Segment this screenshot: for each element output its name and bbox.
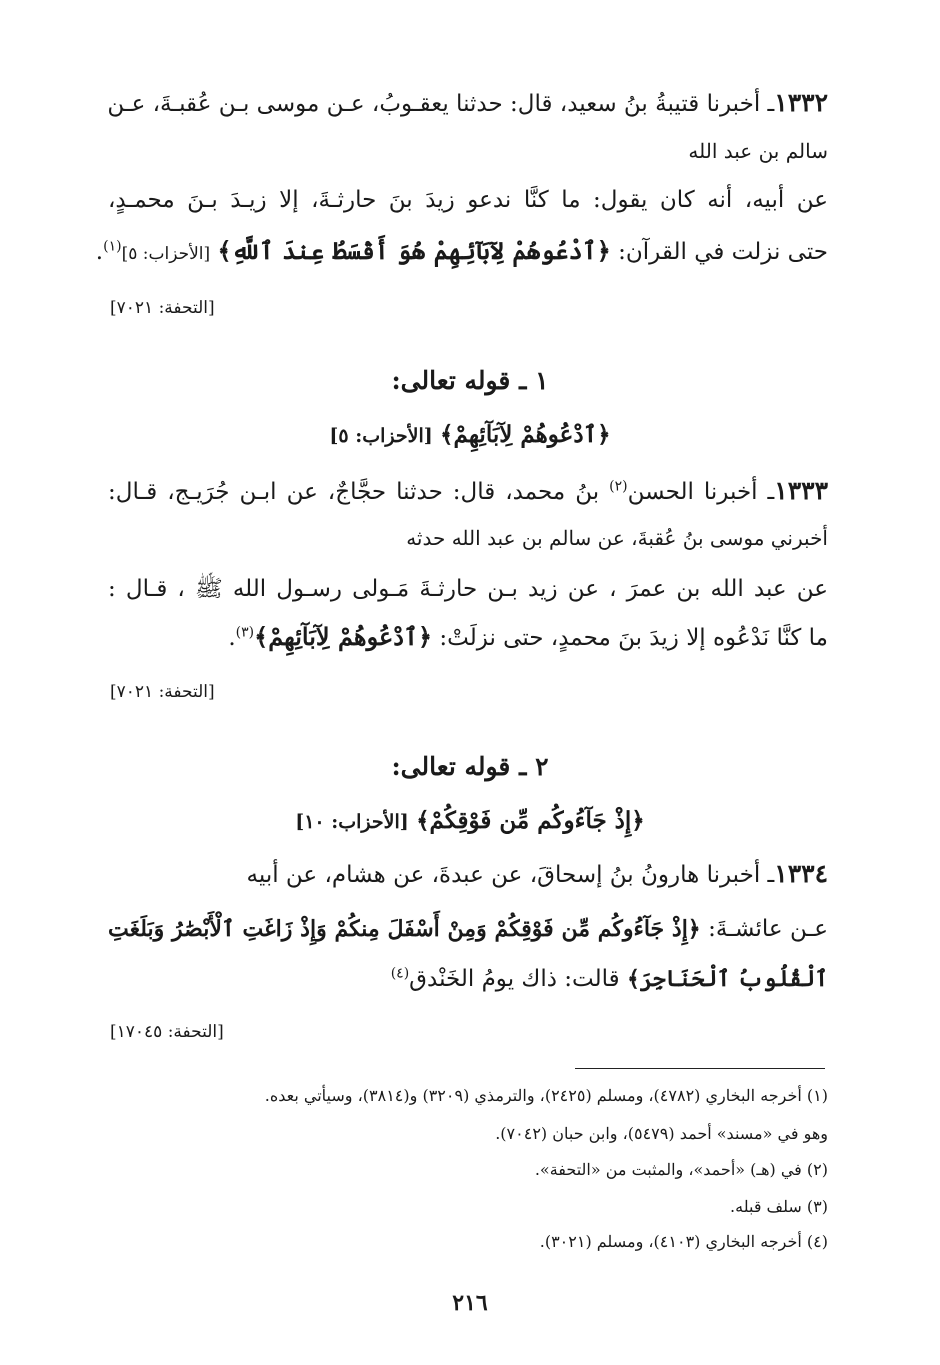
surah-reference: [الأحزاب: ٥] <box>121 244 211 264</box>
quran-verse: ﴿ٱدْعُوهُمْ لِآبَآئِهِمْ﴾ <box>254 622 433 651</box>
section-heading-1: ١ ـ قوله تعالى: <box>391 366 549 395</box>
hadith-1332-line-4: حتى نزلت في القرآن: ﴿ٱدْعُوهُمْ لِآبَآئِهِمْ هُوَ أَقْسَطُ عِندَ ٱللَّهِ﴾ [الأحزاب: ٥]$^{(١)}$. <box>95 236 828 265</box>
hadith-1334-line-2: عـن عائشـةَ: ﴿إِذْ جَآءُوكُم مِّن فَوْقِكُمْ وَمِنْ أَسْفَلَ مِنكُمْ وَإِذْ زَاغَتِ ٱلْأَبْصَٰرُ وَبَلَغَتِ <box>108 916 828 942</box>
hadith-number: ١٣٣٢ <box>774 88 828 117</box>
page-number: ٢١٦ <box>452 1290 488 1316</box>
section-verse-1: ﴿ٱدْعُوهُمْ لِآبَآئِهِمْ﴾ [الأحزاب: ٥] <box>329 421 611 448</box>
hadith-number: ١٣٣٣ <box>774 476 829 505</box>
quran-verse: ﴿إِذْ جَآءُوكُم مِّن فَوْقِكُمْ وَمِنْ أَسْفَلَ مِنكُمْ وَإِذْ زَاغَتِ ٱلْأَبْصَٰرُ وَبَلَغَتِ <box>108 916 701 942</box>
quran-verse: ﴿ٱدْعُوهُمْ لِآبَآئِهِمْ هُوَ أَقْسَطُ عِندَ ٱللَّهِ﴾ <box>217 236 611 265</box>
hadith-1332-line-2: سالم بن عبد الله <box>688 139 828 163</box>
footnote-marker: (٤) <box>390 965 410 982</box>
footnote-4: (٤) أخرجه البخاري (٤١٠٣)، ومسلم (٣٠٢١). <box>539 1232 828 1251</box>
footnote-1: (١) أخرجه البخاري (٤٧٨٢)، ومسلم (٢٤٢٥)، والترمذي (٣٢٠٩) و(٣٨١٤)، وسيأتي بعده. <box>264 1086 828 1105</box>
footnote-marker: (٣) <box>235 624 255 641</box>
tuhfa-reference: [التحفة: ١٧٠٤٥] <box>110 1022 224 1042</box>
hadith-1333-line-3: عن عبد الله بن عمرَ ، عن زيد بـن حارثـةَ مَـولى رسـول الله ﷺ ، قـال : <box>108 576 828 602</box>
hadith-number: ١٣٣٤ <box>774 859 828 888</box>
hadith-1334-line-3: ٱلْقُلُوبُ ٱلْحَنَاجِرَ﴾ قالت: ذاك يومُ الخَنْدق$^{(٤)}$ <box>390 965 828 992</box>
tuhfa-reference: [التحفة: ٧٠٢١] <box>110 682 215 702</box>
footnote-divider <box>575 1068 825 1069</box>
footnote-marker: (١) <box>103 238 122 255</box>
hadith-1333-line-2: أخبرني موسى بنُ عُقبةَ، عن سالم بن عبد الله حدثه <box>406 526 828 550</box>
footnote-1-continued: وهو في «مسند» أحمد (٥٤٧٩)، وابن حبان (٧٠٤٢). <box>495 1124 828 1143</box>
hadith-1332-line-1: ١٣٣٢ـ أخبرنا قتيبةُ بنُ سعيد، قال: حدثنا يعقـوبُ، عـن موسى بـن عُقبـةَ، عـن <box>107 88 828 117</box>
tuhfa-reference: [التحفة: ٧٠٢١] <box>110 298 215 318</box>
hadith-1333-line-1: ١٣٣٣ـ أخبرنا الحسن$^{(٢)}$ بنُ محمد، قال: حدثنا حجَّاجٌ، عن ابـن جُرَيـج، قـال: <box>108 476 829 505</box>
section-heading-2: ٢ ـ قوله تعالى: <box>391 752 549 781</box>
footnote-marker: (٢) <box>609 478 628 495</box>
quran-verse: ٱلْقُلُوبُ ٱلْحَنَاجِرَ﴾ <box>626 966 828 992</box>
footnote-2: (٢) في (هـ) «أحمد»، والمثبت من «التحفة». <box>534 1160 828 1179</box>
section-verse-2: ﴿إِذْ جَآءُوكُم مِّن فَوْقِكُمْ﴾ [الأحزاب: ١٠] <box>295 807 645 834</box>
hadith-1334-line-1: ١٣٣٤ـ أخبرنا هارونُ بنُ إسحاقَ، عن عبدةَ، عن هشام، عن أبيه <box>246 859 828 888</box>
hadith-1332-line-3: عن أبيه، أنه كان يقول: ما كنَّا ندعو زيدَ بنَ حارثـةَ، إلا زيـدَ بـنَ محمـدٍ، <box>108 187 828 213</box>
footnote-3: (٣) سلف قبله. <box>730 1197 828 1216</box>
hadith-1333-line-4: ما كنَّا نَدْعُوه إلا زيدَ بنَ محمدٍ، حتى نزلَتْ: ﴿ٱدْعُوهُمْ لِآبَآئِهِمْ﴾$^{(٣)}$. <box>228 622 828 651</box>
